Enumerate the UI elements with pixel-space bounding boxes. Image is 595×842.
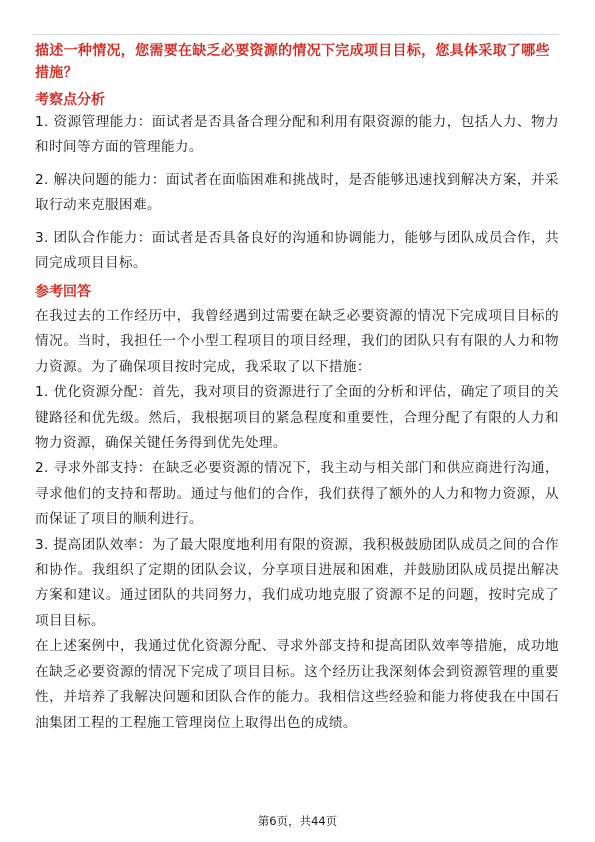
top-divider	[33, 34, 559, 35]
question-heading: 描述一种情况，您需要在缺乏必要资源的情况下完成项目目标，您具体采取了哪些措施？	[35, 43, 550, 81]
answer-heading: 参考回答	[35, 284, 91, 300]
analysis-item: 2. 解决问题的能力：面试者在面临困难和挑战时，是否能够迅速找到解决方案，并采取行动来克服困难。	[35, 172, 559, 213]
answer-paragraph: 1. 优化资源分配：首先，我对项目的资源进行了全面的分析和评估，确定了项目的关键路径和优先级。然后，我根据项目的紧急程度和重要性，合理分配了有限的人力和物力资源，确保关键任务得到优先处理。	[35, 384, 559, 452]
answer-paragraph: 在我过去的工作经历中，我曾经遇到过需要在缺乏必要资源的情况下完成项目目标的情况。当时，我担任一个小型工程项目的项目经理，我们的团队只有有限的人力和物力资源。为了确保项目按时完成，我采取了以下措施：	[35, 308, 559, 375]
analysis-item: 3. 团队合作能力：面试者是否具备良好的沟通和协调能力，能够与团队成员合作，共同完成项目目标。	[35, 230, 559, 271]
answer-paragraph: 3. 提高团队效率：为了最大限度地利用有限的资源，我积极鼓励团队成员之间的合作和协作。我组织了定期的团队会议，分享项目进展和困难，并鼓励团队成员提出解决方案和建议。通过团队的共同努力，我们成功地克服了资源不足的问题，按时完成了项目目标。	[35, 536, 559, 629]
answer-paragraph: 在上述案例中，我通过优化资源分配、寻求外部支持和提高团队效率等措施，成功地在缺乏必要资源的情况下完成了项目目标。这个经历让我深刻体会到资源管理的重要性，并培养了我解决问题和团队合作的能力。我相信这些经验和能力将使我在中国石油集团工程的工程施工管理岗位上取得出色的成绩。	[35, 638, 559, 731]
analysis-item: 1. 资源管理能力：面试者是否具备合理分配和利用有限资源的能力，包括人力、物力和时间等方面的管理能力。	[35, 114, 559, 155]
page-number-footer: 第6页，共44页	[257, 814, 338, 828]
answer-body	[35, 304, 559, 736]
analysis-heading: 考察点分析	[35, 92, 105, 108]
analysis-list	[35, 110, 559, 276]
document-body	[35, 40, 559, 736]
answer-paragraph: 2. 寻求外部支持：在缺乏必要资源的情况下，我主动与相关部门和供应商进行沟通，寻求他们的支持和帮助。通过与他们的合作，我们获得了额外的人力和物力资源，从而保证了项目的顺利进行。	[35, 460, 559, 528]
